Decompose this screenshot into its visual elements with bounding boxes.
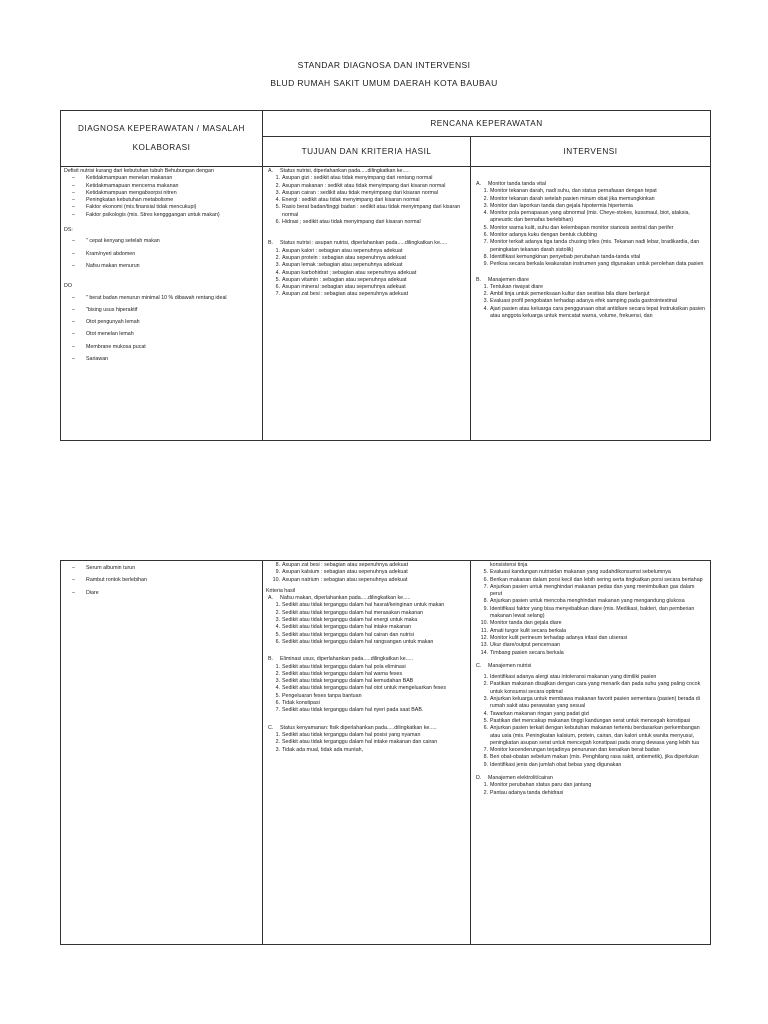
list-item: – Rambut rontok berlebihan	[64, 577, 259, 584]
list-item: 6. Tidak konstipasi	[275, 700, 320, 707]
list-item: 4. Sedikit atau tidak terganggu dalam hal intake makanan	[275, 624, 411, 631]
list-item: – Faktor ekonomi (mis.finansial tidak mencukupi)	[64, 204, 259, 211]
header-rencana: RENCANA KEPERAWATAN	[263, 111, 711, 137]
list-item: 1. Asupan kalori : sebagian atau sepenuhnya adekuat	[275, 247, 403, 254]
list-item: 9. Asupan kalsium : sebagian atau sepenuhnya adekuat	[275, 569, 408, 576]
section-letter: A.	[268, 168, 274, 174]
intervensi-a-list	[474, 188, 707, 268]
header-diagnosa: DIAGNOSA KEPERAWATAN / MASALAH KOLABORASI	[61, 111, 263, 167]
list-item: 1. Tentukan riwayat diare	[483, 283, 543, 290]
list-item: – Otot menelan lemah	[64, 331, 259, 338]
list-item: 8. Asupan zat besi : sebagian atau sepenuhnya adekuat	[275, 562, 409, 568]
list-item: 7. Anjurkan pasien untuk menghindari makanan pedas dan yang menimbulkan gas dalam perut	[483, 583, 695, 598]
list-item: 9. Periksa secara berkala keakuratan instrumen yang digunakan untuk perolehan data pasien	[483, 261, 704, 268]
list-item: 8. Anjurkan pasien untuk mencoba menghindari makanan yang mengandung glukosa	[483, 598, 685, 605]
list-item: – Ketidakmampuan menelan makanan	[64, 175, 259, 182]
list-item: 3. Sedikit atau tidak terganggu dalam hal energi untuk maka	[275, 617, 418, 624]
list-item: 7. Sedikit atau tidak terganggu dalam hal nyeri pada saat BAB.	[275, 707, 424, 714]
list-item: 1. Sedikit atau tidak terganggu dalam hal posisi yang nyaman	[275, 731, 421, 738]
diagnosa-cell	[61, 167, 262, 369]
section-title: Manajemen elektrolit/cairan	[488, 775, 553, 782]
tujuan-cell	[263, 167, 470, 300]
section-title: Manajemen nutrisi	[488, 662, 532, 669]
tujuan-c-list-p2	[266, 732, 467, 754]
list-item: – Otot pengunyah lemah	[64, 319, 259, 326]
section-title: Status nutrisi : asupan nutrisi, diperlahankan pada.....dilingkatkan ke.....	[280, 240, 448, 247]
list-item: 1. Sedikit atau tidak terganggu dalam hal pola eliminasi	[275, 663, 406, 670]
list-item: 1. Monitor tekanan darah, nadi suhu, dan status pernafasan dengan tepat	[483, 188, 657, 195]
list-item: 3. Evaluasi profil pengobatan terhadap adanya efek samping pada gastrointestinal	[483, 298, 677, 305]
list-item: 2. Asupan protein : sebagian atau sepenuhnya adekuat	[275, 254, 406, 261]
list-item: 2. Asupan makanan : sedikit atau tidak menyimpang dari kisaran normal	[275, 182, 446, 189]
tujuan-a-list-p2	[266, 602, 467, 646]
list-item: 3. Asupan lemak :sebagian atau sepenuhnya adekuat	[275, 262, 403, 269]
list-item: 5. Monitor warna kulit, suhu dan kelembapan monitor sianosis sentral dan perifer	[483, 224, 674, 231]
tujuan-cont-list	[266, 562, 467, 584]
list-item: – Peningkatan kebutuhan metabolisme	[64, 197, 259, 204]
list-item: 5. Rasio berat badan/tinggi badan : sedikit atau tidak menyimpang dari kisaran normal	[275, 204, 461, 218]
list-item: 1. Asupan gizi : sedikit atau tidak menyimpang dari rentang normal	[275, 175, 433, 182]
list-item: 1. Monitor perubahan status paru dan jantung	[483, 782, 592, 789]
list-item: 2. Pantau adanya tanda dehidrasi	[483, 789, 564, 796]
list-item: – "bising usus hiperaktif	[64, 307, 259, 314]
list-item: 6. Asupan mineral :sebagian atau sepenuhnya adekuat	[275, 284, 406, 291]
list-item: 2. Pastikan makanan disajikan dengan cara yang menarik dan pada suhu yang paling cocok untuk konsumsi secara optimal	[483, 681, 701, 695]
list-item: 2. Sedikit atau tidak terganggu dalam hal warna feses	[275, 670, 403, 677]
intervensi-cell	[471, 167, 710, 321]
list-item: 12. Monitor kulit perineum terhadap adanya iritasi dan ulserasi	[480, 634, 628, 641]
section-letter: A.	[268, 595, 274, 602]
diagnosa-cont-list	[64, 565, 259, 597]
list-item: – Kram/nyeri abdomen	[64, 251, 259, 258]
list-item: 3. Tidak ada mual, tidak ada muntah,	[275, 746, 364, 753]
section-title: Nafsu makan, diperlahankan pada.....dilingkatkan ke.....	[280, 595, 411, 602]
diagnosa-causes-list	[64, 175, 259, 219]
kriteria-label: Kriteria hasil	[266, 587, 296, 594]
list-item: 10. Monitor tanda dan gejala diare	[480, 620, 562, 627]
list-item: – " berat badan menurun minimal 10 % dibawah rentang ideal	[64, 295, 259, 302]
list-item: 2. Ambil tinja untuk pemeriksaan kultur dan sesitias bila diare berlanjut	[483, 291, 650, 298]
list-item: 6. Sedikit atau tidak terganggu dalam hal rangsangan untuk makan	[275, 638, 434, 645]
section-title: Status nutrisi, diperlahankan pada.....dilingkatkan ke.....	[280, 168, 410, 174]
diagnosa-intro: Defisit nutrisi kurang dari kebutuhan tubuh Behubungan dengan	[64, 168, 214, 174]
list-item: 3. Anjurkan keluarga untuk membawa makanan favorit pasien sementara (pasien) berada di rumah sakit atau perawatan yang sesual	[483, 696, 700, 710]
list-item: – " cepat kenyang setelah makan	[64, 238, 259, 245]
list-item: – Membrane mukosa pucat	[64, 344, 259, 351]
section-title: Eliminasi usus, diperlahankan pada.....dilingkatkan ke.....	[280, 656, 414, 663]
list-item: 6. Hidrasi ; sedikit atau tidak menyimpang dari kisaran normal	[275, 219, 421, 226]
list-item: – Faktor psikologis (mis. Stres kengggangan untuk makan)	[64, 212, 259, 219]
ds-label: DS:	[64, 227, 73, 234]
intervensi-cell-cont	[471, 561, 710, 798]
list-item: 5. Sedikit atau tidak terganggu dalam hal cairan dan nutrisi	[275, 631, 414, 638]
section-letter: B.	[476, 276, 482, 283]
list-item: – Ketidakmampuan mengabsorpsi nitren	[64, 190, 259, 197]
list-item: 5. Pastikan diet mencakup makanan tinggi kandungan serat untuk mencegah konstipasi	[483, 717, 691, 724]
list-item: 4. Monitor pola pernapasan yang abnormal (mis. Cheye-stokes, kussmaul, biot, ataksia, apneustic dan bernafas berlebihan)	[483, 210, 690, 224]
list-item: 2. Sedikit atau tidak terganggu dalam hal intake makanan dan cairan	[275, 739, 438, 746]
care-plan-table-page1	[60, 110, 711, 441]
list-item: – Serum albumin turun	[64, 565, 259, 572]
list-item: 7. Monitor kecenderungan terjadinya penurunan dan kenaikan berat badan	[483, 747, 660, 754]
list-item: 9. Identifikasi faktor yang bisa menyebabkan diare (mis. Medikasi, bakteri, dan pemberian makanan lewat selang)	[483, 605, 695, 620]
list-item: 10. Asupan natrium : sebagian atau sepenuhnya adekuat	[272, 576, 408, 583]
section-letter: C.	[268, 724, 274, 731]
list-item: 4. Asupan karbohidrat ; sebagian atau sepenuhnya adekuat	[275, 269, 417, 276]
header-tujuan: TUJUAN DAN KRITERIA HASIL	[263, 137, 471, 167]
list-item: 14. Timbang pasien secara berkala	[480, 649, 564, 656]
list-item: 1. Identifikasi adanya alergi atau intoleransi makanan yang dimiliki pasien	[483, 674, 657, 681]
list-item: 5. Asupan vitamin : sebagian atau sepenuhnya adekuat	[275, 276, 407, 283]
section-letter: B.	[268, 656, 274, 663]
list-item: – Sariawan	[64, 356, 259, 363]
section-letter: C.	[476, 662, 482, 669]
list-item: 6. Berikan makanan dalam porsi kecil dan lebih sering serta tingkatkan porsi secara bertahap	[483, 576, 703, 583]
tujuan-b-list-p2	[266, 664, 467, 715]
do-list	[64, 295, 259, 364]
do-label: DO	[64, 283, 72, 290]
section-letter: D.	[476, 775, 482, 782]
tujuan-cell-cont	[263, 561, 470, 755]
list-item: 7. Asupan zat besi : sebagian atau sepenuhnya adekuat	[275, 291, 409, 298]
list-item: 6. Monitor adanya kuku dengan bentuk clubbing	[483, 232, 597, 239]
list-item: 3. Sedikit atau tidak terganggu dalam hal kemudahan BAB	[275, 678, 414, 685]
care-plan-table-page2	[60, 560, 711, 945]
list-item: 4. Energi : sedikit atau tidak menyimpang dari kisaran normal	[275, 197, 420, 204]
list-item: 5. Evaluasi kandungan nutrisidan makanan yang sudahdikonsumsi sebelumnya	[483, 569, 671, 576]
section-title: Status kenyamanan: fisik diperlahankan pada.....dilingkatkan ke.....	[280, 724, 437, 731]
intervensi-cont-text: konsistensi tinja	[490, 562, 528, 568]
intervensi-cont-list	[474, 569, 707, 657]
tujuan-a-list	[266, 175, 467, 226]
document-title-line1: STANDAR DIAGNOSA DAN INTERVENSI	[297, 60, 471, 70]
list-item: 2. Monitor tekanan darah setelah pasien minum obat jika memungkinkan	[483, 195, 655, 202]
intervensi-d-list	[474, 782, 707, 797]
section-title: Monitor tanda tanda vital	[488, 181, 547, 187]
list-item: – Ketidakmamapuan mencerna makanan	[64, 183, 259, 190]
list-item: – Nafsu makan menurun	[64, 263, 259, 270]
diagnosa-cell-cont	[61, 561, 262, 603]
list-item: 5. Pengeluaran feses tanpa bantuan	[275, 692, 362, 699]
document-title-line2: BLUD RUMAH SAKIT UMUM DAERAH KOTA BAUBAU	[270, 78, 498, 88]
section-letter: B.	[268, 240, 274, 247]
list-item: 4. Ajari pasien atau keluarga cara penggunaan obat antidiare secara tepat Instruksikan pasien atau anggota keluarga untuk mencatat warna, volume, frekuensi, dan	[483, 305, 705, 320]
list-item: – Diare	[64, 590, 259, 597]
ds-list	[64, 238, 259, 270]
list-item: 6. Anjurkan pasien terkait dengan kebutuhan makanan tertentu berdasarkan perkembangan atau usia (mis. Peningkatan kalsium, protein, cairan, dan kalori untuk wanita menyusui, peningkatan asupan serat untuk mencegah konstipasi pada orang dewasa yang lebih tua	[483, 725, 700, 746]
header-intervensi: INTERVENSI	[471, 137, 711, 167]
section-letter: A.	[476, 181, 482, 187]
list-item: 4. Tawarkan makanan ringan yang padat gizi	[483, 710, 590, 717]
list-item: 13. Ukur diare/output pencernaan	[480, 642, 561, 649]
list-item: 11. Amati turgor kulit secara berkala	[481, 627, 566, 634]
list-item: 8. Beri obat-obatan sebelum makan (mis. Penghilang rasa sakit, antiemetik), jika diperlukan	[483, 754, 699, 761]
tujuan-b-list	[266, 248, 467, 299]
list-item: 9. Identifikasi jenis dan jumlah obat bebas yang digunakan	[483, 761, 622, 768]
intervensi-c-list	[474, 674, 707, 769]
list-item: 2. Sedikit atau tidak terganggu dalam hal merasakan makanan	[275, 609, 424, 616]
section-title: Manajemen diare	[488, 276, 529, 283]
list-item: 3. Monitor dan laporkan tanda dan gejala hipotermia hipertemia	[483, 202, 633, 209]
list-item: 4. Sedikit atau tidak terganggu dalam hal otot untuk mengeluarkan feses	[275, 685, 447, 692]
intervensi-b-list	[474, 284, 707, 320]
list-item: 1. Sedikit atau tidak terganggu dalam hal hasrat/keinginan untuk makan	[275, 602, 445, 609]
list-item: 3. Asupan cairan : sedikit atau tidak menyimpang dari kisaran normal	[275, 189, 439, 196]
list-item: 7. Monitor terkait adanya tiga tanda chusing triles (mis. Tekanan nadi lebar, bradikardia, dan peningkatan tekanan darah sistolik)	[483, 239, 700, 253]
list-item: 8. Identifikasi kemungkinan penyebab perubahan tanda-tanda vital	[483, 253, 641, 260]
